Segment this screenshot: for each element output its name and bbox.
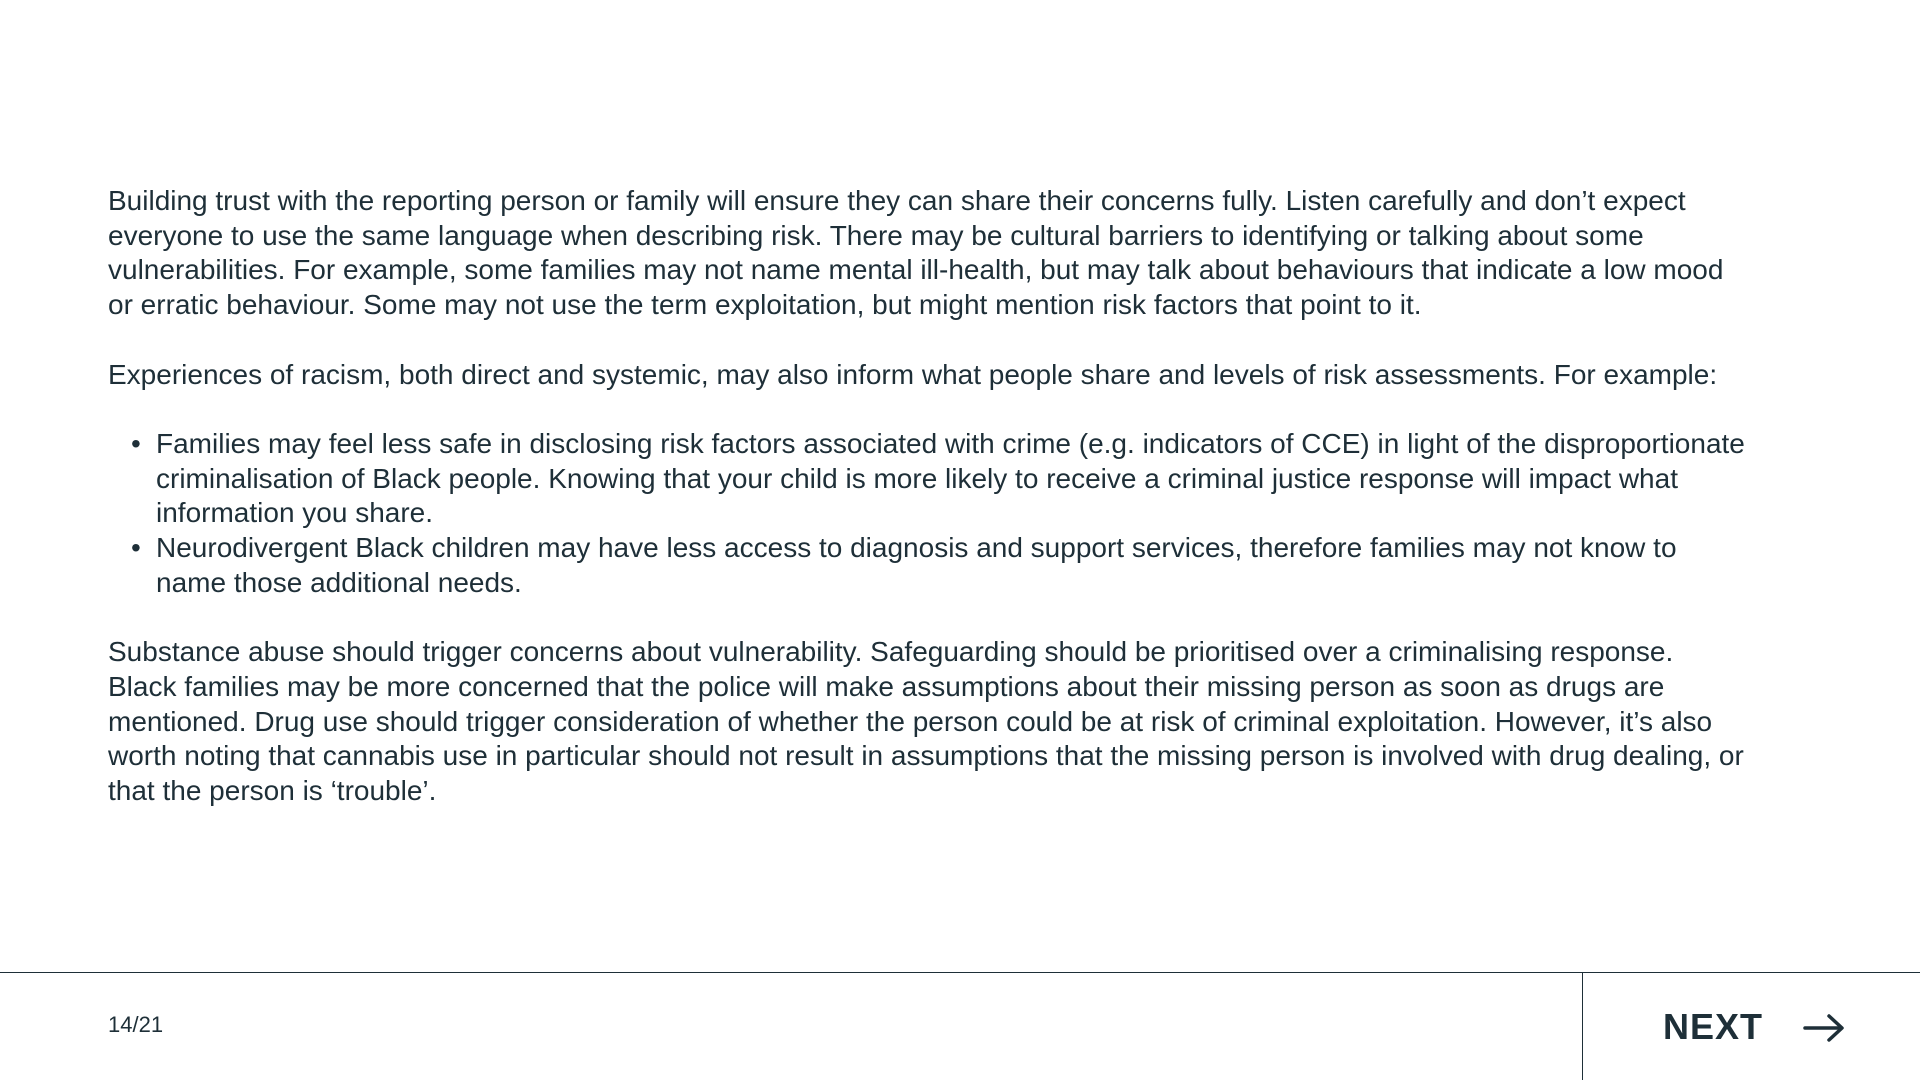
bullet-list	[108, 427, 1748, 601]
footer-bar	[0, 972, 1920, 1080]
arrow-right-icon	[1803, 1013, 1845, 1043]
list-item: • Neurodivergent Black children may have less access to diagnosis and support services, therefore families may not know to name those additional needs.	[156, 531, 1748, 600]
next-button[interactable]	[1582, 973, 1920, 1080]
paragraph-trust: Building trust with the reporting person or family will ensure they can share their concerns fully. Listen carefully and don’t expect everyone to use the same language when describing risk. There may be cultural barriers to identifying or talking about some vulnerabilities. For example, some families may not name mental ill-health, but may talk about behaviours that indicate a low mood or erratic behaviour. Some may not use the term exploitation, but might mention risk factors that point to it.	[108, 185, 1724, 321]
paragraph-racism: Experiences of racism, both direct and systemic, may also inform what people share and levels of risk assessments. For example:	[108, 358, 1718, 390]
list-item: • Families may feel less safe in disclosing risk factors associated with crime (e.g. indicators of CCE) in light of the disproportionate criminalisation of Black people. Knowing that your child is more likely to receive a criminal justice response will impact what information you share.	[156, 427, 1748, 531]
paragraph-substance: Substance abuse should trigger concerns about vulnerability. Safeguarding should be prioritised over a criminalising response. Black families may be more concerned that the police will make assumptions about their missing person as soon as drugs are mentioned. Drug use should trigger consideration of whether the person could be at risk of criminal exploitation. However, it’s also worth noting that cannabis use in particular should not result in assumptions that the missing person is involved with drug dealing, or that the person is ‘trouble’.	[108, 636, 1744, 806]
next-button-label: NEXT	[1663, 1006, 1764, 1047]
page-counter: 14/21	[108, 1012, 164, 1037]
body-content	[108, 184, 1748, 843]
